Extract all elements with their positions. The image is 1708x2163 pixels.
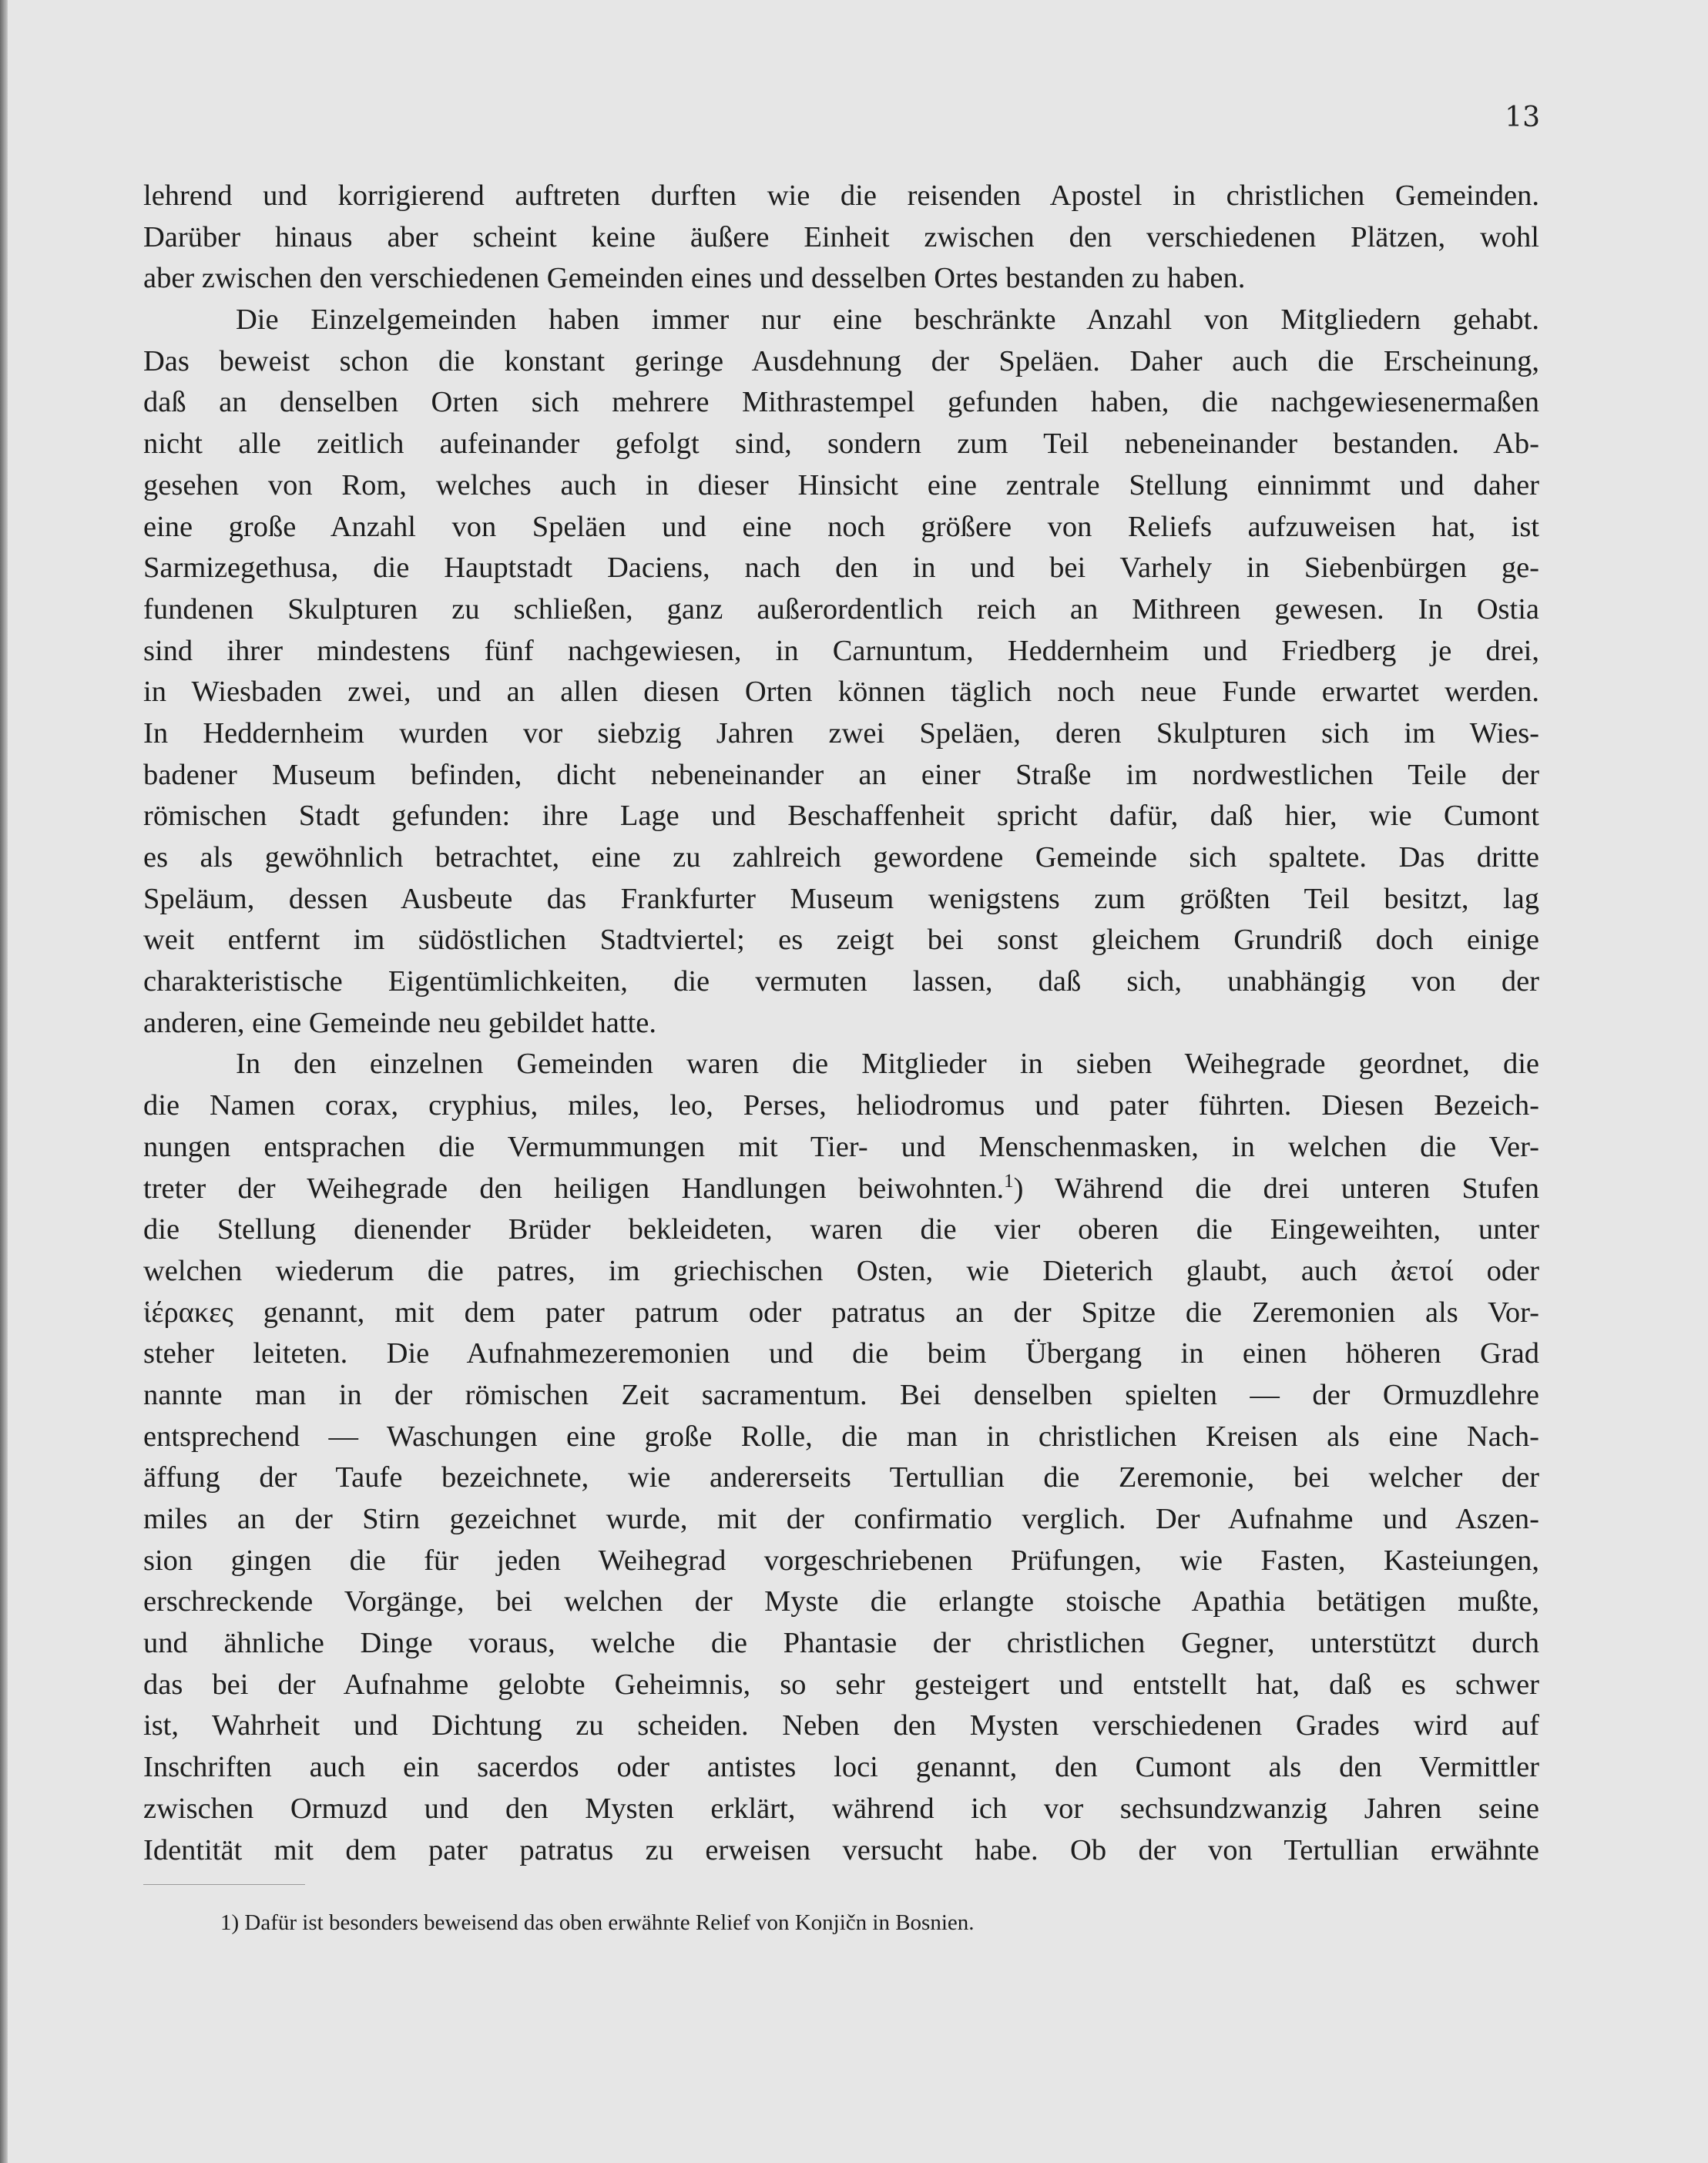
footnote-text: Dafür ist besonders beweisend das oben erwähnte Relief von Konjičn in Bosnien. [244, 1910, 975, 1935]
text-line: anderen, eine Gemeinde neu gebildet hatte. [143, 1006, 656, 1039]
text-line: lehrend und korrigierend auftreten durften wie die reisenden Apostel in christlichen Gemeinden. [143, 179, 1539, 212]
text-line: fundenen Skulpturen zu schließen, ganz außerordentlich reich an Mithreen gewesen. In Ostia [143, 592, 1539, 625]
text-line: Speläum, dessen Ausbeute das Frankfurter Museum wenigstens zum größten Teil besitzt, lag [143, 882, 1539, 915]
text-line: entsprechend — Waschungen eine große Rolle, die man in christlichen Kreisen als eine Nach- [143, 1420, 1539, 1453]
text-line: miles an der Stirn gezeichnet wurde, mit der confirmatio verglich. Der Aufnahme und Aszen- [143, 1503, 1539, 1535]
footnote-divider [143, 1884, 305, 1885]
book-gutter-shadow [0, 0, 8, 2163]
text-line: das bei der Aufnahme gelobte Geheimnis, so sehr gesteigert und entstellt hat, daß es schwer [143, 1668, 1539, 1701]
text-line: sion gingen die für jeden Weihegrad vorgeschriebenen Prüfungen, wie Fasten, Kasteiungen, [143, 1544, 1539, 1577]
text-line: nicht alle zeitlich aufeinander gefolgt sind, sondern zum Teil nebeneinander bestanden. Ab- [143, 428, 1539, 461]
text-line: die Namen corax, cryphius, miles, leo, Perses, heliodromus und pater führten. Diesen Bezeich- [143, 1089, 1539, 1122]
text-line: Identität mit dem pater patratus zu erweisen versucht habe. Ob der von Tertullian erwähnte [143, 1833, 1539, 1866]
text-segment: treter der Weihegrade den heiligen Handlungen beiwohnten. [143, 1172, 1005, 1205]
text-line: sind ihrer mindestens fünf nachgewiesen, in Carnuntum, Heddernheim und Friedberg je drei, [143, 634, 1539, 667]
text-line: es als gewöhnlich betrachtet, eine zu zahlreich gewordene Gemeinde sich spaltete. Das dritte [143, 841, 1539, 874]
body-text [143, 176, 1539, 1871]
text-line-with-footnote-ref [143, 1169, 1539, 1210]
text-line: erschreckende Vorgänge, bei welchen der Myste die erlangte stoische Apathia betätigen mußte, [143, 1585, 1539, 1618]
text-line: Darüber hinaus aber scheint keine äußere Einheit zwischen den verschiedenen Plätzen, wohl [143, 220, 1539, 253]
text-line: die Stellung dienender Brüder bekleideten, waren die vier oberen die Eingeweihten, unter [143, 1213, 1539, 1246]
text-line: in Wiesbaden zwei, und an allen diesen Orten können täglich noch neue Funde erwartet werden. [143, 676, 1539, 709]
text-line: Sarmizegethusa, die Hauptstadt Daciens, nach den in und bei Varhely in Siebenbürgen ge- [143, 552, 1539, 585]
text-line: eine große Anzahl von Speläen und eine noch größere von Reliefs aufzuweisen hat, ist [143, 510, 1539, 543]
text-line: In den einzelnen Gemeinden waren die Mitglieder in sieben Weihegrade geordnet, die [236, 1048, 1539, 1081]
footnote-marker: 1) [220, 1910, 240, 1935]
text-line: Das beweist schon die konstant geringe Ausdehnung der Speläen. Daher auch die Erscheinung, [143, 344, 1539, 377]
text-line: charakteristische Eigentümlichkeiten, die vermuten lassen, daß sich, unabhängig von der [143, 965, 1539, 998]
text-line: welchen wiederum die patres, im griechischen Osten, wie Dieterich glaubt, auch ἀετοί oder [143, 1254, 1539, 1287]
text-line: ἱέρακες genannt, mit dem pater patrum oder patratus an der Spitze die Zeremonien als Vor- [143, 1296, 1539, 1329]
text-line: ist, Wahrheit und Dichtung zu scheiden. Neben den Mysten verschiedenen Grades wird auf [143, 1709, 1539, 1742]
footnote [220, 1907, 975, 1938]
footnote-ref-paren: ) [1013, 1172, 1055, 1205]
text-line: und ähnliche Dinge voraus, welche die Phantasie der christlichen Gegner, unterstützt durch [143, 1627, 1539, 1660]
text-line: römischen Stadt gefunden: ihre Lage und Beschaffenheit spricht dafür, daß hier, wie Cumont [143, 800, 1539, 833]
text-line: badener Museum befinden, dicht nebeneinander an einer Straße im nordwestlichen Teile der [143, 758, 1539, 791]
text-line: weit entfernt im südöstlichen Stadtviertel; es zeigt bei sonst gleichem Grundriß doch einige [143, 924, 1539, 957]
page-number: 13 [1505, 102, 1540, 133]
text-segment: Während die drei unteren Stufen [1055, 1172, 1539, 1205]
text-line: nungen entsprachen die Vermummungen mit Tier- und Menschenmasken, in welchen die Ver- [143, 1130, 1539, 1163]
text-line: steher leiteten. Die Aufnahmezeremonien und die beim Übergang in einen höheren Grad [143, 1337, 1539, 1370]
text-line: Die Einzelgemeinden haben immer nur eine beschränkte Anzahl von Mitgliedern gehabt. [236, 303, 1539, 337]
text-line: zwischen Ormuzd und den Mysten erklärt, während ich vor sechsundzwanzig Jahren seine [143, 1792, 1539, 1825]
text-line: In Heddernheim wurden vor siebzig Jahren zwei Speläen, deren Skulpturen sich im Wies- [143, 716, 1539, 750]
text-line: äffung der Taufe bezeichnete, wie andererseits Tertullian die Zeremonie, bei welcher der [143, 1461, 1539, 1494]
text-line: nannte man in der römischen Zeit sacramentum. Bei denselben spielten — der Ormuzdlehre [143, 1378, 1539, 1411]
footnote-reference[interactable]: 1 [1004, 1170, 1014, 1192]
text-line: daß an denselben Orten sich mehrere Mithrastempel gefunden haben, die nachgewiesenermaßen [143, 386, 1539, 419]
text-line: gesehen von Rom, welches auch in dieser Hinsicht eine zentrale Stellung einnimmt und daher [143, 468, 1539, 501]
text-line: Inschriften auch ein sacerdos oder antistes loci genannt, den Cumont als den Vermittler [143, 1751, 1539, 1784]
text-line: aber zwischen den verschiedenen Gemeinden eines und desselben Ortes bestanden zu haben. [143, 262, 1246, 295]
